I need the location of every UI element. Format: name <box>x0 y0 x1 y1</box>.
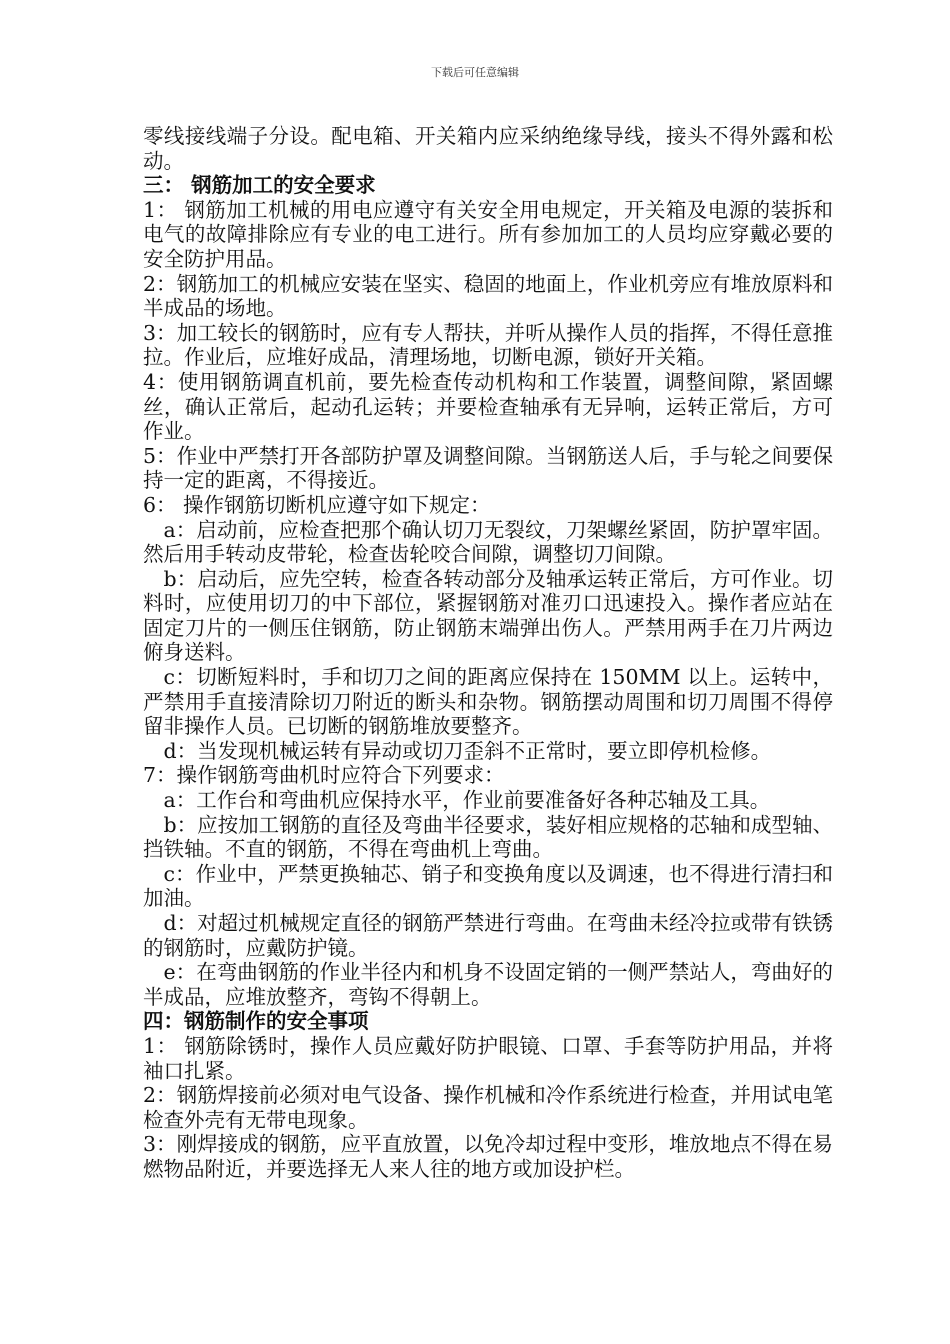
sub-item: d：当发现机械运转有异动或切刀歪斜不正常时，要立即停机检修。 <box>163 738 772 763</box>
sub-item: c：作业中，严禁更换轴芯、销子和变换角度以及调速，也不得进行清扫和加油。 <box>143 861 833 911</box>
paragraph: 1： 钢筋除锈时，操作人员应戴好防护眼镜、口罩、手套等防护用品，并将袖口扎紧。 <box>143 1033 833 1083</box>
section-heading: 四：钢筋制作的安全事项 <box>143 1009 369 1034</box>
paragraph: 3：刚焊接成的钢筋，应平直放置，以免冷却过程中变形，堆放地点不得在易燃物品附近，并要选择无人来人往的地方或加设护栏。 <box>143 1132 833 1181</box>
page-header: 下载后可任意编辑 <box>431 66 519 79</box>
document-body <box>143 124 833 1182</box>
sub-item: b：应按加工钢筋的直径及弯曲半径要求，装好相应规格的芯轴和成型轴、挡铁轴。不直的钢筋，不得在弯曲机上弯曲。 <box>143 812 833 862</box>
paragraph: 5：作业中严禁打开各部防护罩及调整间隙。当钢筋送人后，手与轮之间要保持一定的距离，不得接近。 <box>143 443 833 493</box>
paragraph: 2：钢筋焊接前必须对电气设备、操作机械和冷作系统进行检查，并用试电笔检查外壳有无带电现象。 <box>143 1083 833 1132</box>
sub-item: d：对超过机械规定直径的钢筋严禁进行弯曲。在弯曲未经冷拉或带有铁锈的钢筋时，应戴防护镜。 <box>143 911 833 960</box>
sub-item: a：启动前，应检查把那个确认切刀无裂纹，刀架螺丝紧固，防护罩牢固。然后用手转动皮带轮，检查齿轮咬合间隙，调整切刀间隙。 <box>143 517 833 567</box>
paragraph: 2：钢筋加工的机械应安装在坚实、稳固的地面上，作业机旁应有堆放原料和半成品的场地。 <box>143 271 833 321</box>
paragraph: 1： 钢筋加工机械的用电应遵守有关安全用电规定，开关箱及电源的装拆和电气的故障排除应有专业的电工进行。所有参加加工的人员均应穿戴必要的安全防护用品。 <box>143 197 833 271</box>
sub-item: c：切断短料时，手和切刀之间的距离应保持在 150MM 以上。运转中，严禁用手直接清除切刀附近的断头和杂物。钢筋摆动周围和切刀周围不得停留非操作人员。已切断的钢筋堆放要整齐。 <box>143 665 833 739</box>
paragraph: 3：加工较长的钢筋时，应有专人帮扶，并听从操作人员的指挥，不得任意推拉。作业后，应堆好成品，清理场地，切断电源，锁好开关箱。 <box>143 320 833 370</box>
sub-item: e：在弯曲钢筋的作业半径内和机身不设固定销的一侧严禁站人，弯曲好的半成品，应堆放整齐，弯钩不得朝上。 <box>143 960 833 1009</box>
paragraph: 零线接线端子分设。配电箱、开关箱内应采纳绝缘导线，接头不得外露和松动。 <box>143 124 833 173</box>
paragraph: 7：操作钢筋弯曲机时应符合下列要求： <box>143 763 505 788</box>
sub-item: b：启动后，应先空转，检查各转动部分及轴承运转正常后，方可作业。切料时，应使用切刀的中下部位，紧握钢筋对准刃口迅速投入。操作者应站在固定刀片的一侧压住钢筋，防止钢筋末端弹出伤人。严禁用两手在刀片两边俯身送料。 <box>143 566 833 665</box>
paragraph: 6： 操作钢筋切断机应遵守如下规定： <box>143 492 491 517</box>
sub-item: a：工作台和弯曲机应保持水平，作业前要准备好各种芯轴及工具。 <box>163 788 771 813</box>
paragraph: 4：使用钢筋调直机前，要先检查传动机构和工作装置，调整间隙，紧固螺丝，确认正常后，起动孔运转；并要检查轴承有无异响，运转正常后，方可作业。 <box>143 369 833 444</box>
section-heading: 三： 钢筋加工的安全要求 <box>143 173 376 198</box>
